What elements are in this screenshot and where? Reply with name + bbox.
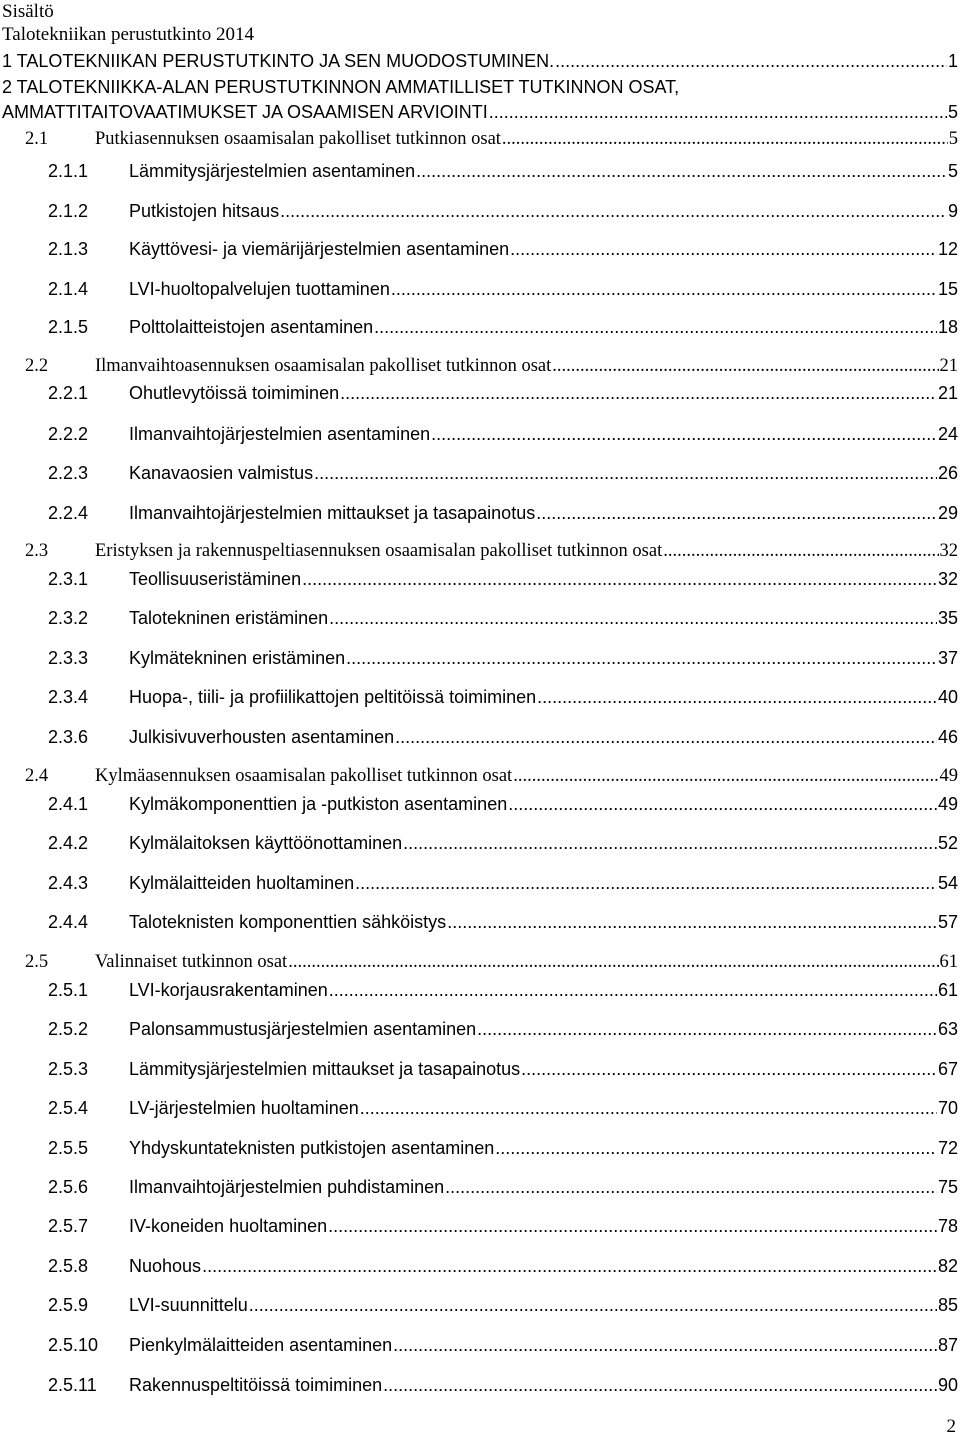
leader-dots [249, 1295, 937, 1316]
leader-dots [495, 1138, 937, 1159]
toc-item-page: 57 [937, 912, 958, 932]
toc-item-number: 2.1.5 [48, 317, 89, 337]
leader-dots [314, 463, 937, 484]
toc-item[interactable] [48, 1098, 958, 1119]
toc-item-title: LVI-suunnittelu [129, 1295, 248, 1315]
leader-dots [391, 279, 937, 300]
toc-item-page: 40 [937, 687, 958, 707]
toc-item-page: 63 [937, 1019, 958, 1039]
toc-item-number: 2.5.11 [48, 1375, 97, 1395]
toc-item-title: Ilmanvaihtojärjestelmien mittaukset ja tasapainotus [129, 503, 536, 523]
toc-item-number: 2.2 [25, 356, 49, 376]
toc-item-page: 35 [937, 608, 958, 628]
toc-item[interactable] [48, 239, 958, 260]
toc-item-number: 2.4.1 [48, 794, 89, 814]
leader-dots [202, 1256, 937, 1277]
toc-item-number: 2.1 [25, 129, 49, 149]
toc-item-number: 2.4 [25, 766, 49, 786]
toc-item-number: 2.5.9 [48, 1295, 89, 1315]
toc-entry-title: 1 TALOTEKNIIKAN PERUSTUTKINTO JA SEN MUODOSTUMINEN. [2, 51, 555, 71]
toc-item-page: 61 [939, 952, 958, 972]
toc-item[interactable] [48, 383, 958, 404]
toc-item-number: 2.5.2 [48, 1019, 89, 1039]
toc-item-page: 49 [937, 794, 958, 814]
toc-item-number: 2.5.1 [48, 980, 89, 1000]
toc-item-title: LV-järjestelmien huoltaminen [129, 1098, 359, 1118]
toc-item[interactable] [48, 503, 958, 524]
toc-entry-1[interactable] [2, 51, 958, 72]
leader-dots [445, 1177, 937, 1198]
toc-item[interactable] [48, 687, 958, 708]
toc-item-number: 2.3.4 [48, 687, 89, 707]
toc-item[interactable] [48, 980, 958, 1001]
toc-item-page: 52 [937, 833, 958, 853]
toc-item-number: 2.5.6 [48, 1177, 89, 1197]
toc-item-page: 18 [937, 317, 958, 337]
toc-item-title: Talotekninen eristäminen [129, 608, 329, 628]
toc-item-page: 78 [937, 1216, 958, 1236]
leader-dots [288, 952, 938, 973]
toc-item-title: Putkiasennuksen osaamisalan pakolliset tutkinnon osat [95, 129, 501, 149]
toc-item-title: Ilmanvaihtoasennuksen osaamisalan pakolliset tutkinnon osat [95, 356, 552, 376]
toc-item-page: 70 [937, 1098, 958, 1118]
toc-item[interactable] [25, 766, 958, 787]
toc-item-page: 61 [937, 980, 958, 1000]
leader-dots [280, 201, 947, 222]
toc-item-title: Pienkylmälaitteiden asentaminen [129, 1335, 393, 1355]
toc-item[interactable] [48, 1295, 958, 1316]
toc-item-title: Kylmäkomponenttien ja -putkiston asentaminen [129, 794, 508, 814]
toc-item[interactable] [48, 1335, 958, 1356]
leader-dots [508, 794, 937, 815]
toc-item-number: 2.5.5 [48, 1138, 89, 1158]
toc-item-number: 2.4.3 [48, 873, 89, 893]
page-number: 2 [946, 1416, 956, 1437]
toc-item-title: IV-koneiden huoltaminen [129, 1216, 328, 1236]
toc-item[interactable] [48, 201, 958, 222]
leader-dots [403, 833, 937, 854]
toc-item-title: LVI-korjausrakentaminen [129, 980, 328, 1000]
toc-item-page: 82 [937, 1256, 958, 1276]
toc-item-number: 2.1.1 [48, 161, 89, 181]
toc-item-number: 2.5.3 [48, 1059, 89, 1079]
toc-item-number: 2.3.1 [48, 569, 89, 589]
toc-item-title: Palonsammustusjärjestelmien asentaminen [129, 1019, 477, 1039]
document-title: Talotekniikan perustutkinto 2014 [2, 24, 254, 45]
toc-item-page: 5 [948, 129, 958, 149]
leader-dots [537, 687, 937, 708]
leader-dots [393, 1335, 937, 1356]
toc-item-number: 2.5.7 [48, 1216, 89, 1236]
toc-item[interactable] [48, 424, 958, 445]
toc-item-number: 2.1.4 [48, 279, 89, 299]
leader-dots [329, 980, 937, 1001]
leader-dots [502, 129, 948, 150]
toc-item-title: Valinnaiset tutkinnon osat [95, 952, 288, 972]
toc-item-page: 12 [937, 239, 958, 259]
toc-item-title: Käyttövesi- ja viemärijärjestelmien asentaminen [129, 239, 510, 259]
toc-item-title: Ohutlevytöissä toimiminen [129, 383, 340, 403]
toc-item-number: 2.1.2 [48, 201, 89, 221]
toc-item[interactable] [25, 129, 958, 150]
toc-item-number: 2.3.6 [48, 727, 89, 747]
leader-dots [431, 424, 937, 445]
toc-item-number: 2.4.4 [48, 912, 89, 932]
toc-item-page: 87 [937, 1335, 958, 1355]
toc-entry-2[interactable] [2, 102, 958, 123]
toc-item-title: Kylmälaitteiden huoltaminen [129, 873, 355, 893]
toc-item-page: 75 [937, 1177, 958, 1197]
toc-item[interactable] [48, 648, 958, 669]
leader-dots [360, 1098, 937, 1119]
toc-item-number: 2.3 [25, 541, 49, 561]
toc-item-page: 32 [937, 569, 958, 589]
toc-item[interactable] [48, 833, 958, 854]
leader-dots [489, 102, 947, 123]
leader-dots [395, 727, 937, 748]
toc-item[interactable] [48, 1256, 958, 1277]
toc-item-title: Lämmitysjärjestelmien mittaukset ja tasapainotus [129, 1059, 521, 1079]
leader-dots [536, 503, 937, 524]
toc-item[interactable] [48, 161, 958, 182]
toc-item-number: 2.3.2 [48, 608, 89, 628]
toc-item[interactable] [48, 1177, 958, 1198]
toc-item[interactable] [48, 463, 958, 484]
leader-dots [663, 541, 938, 562]
toc-item-number: 2.5.10 [48, 1335, 99, 1355]
toc-item-title: Taloteknisten komponenttien sähköistys [129, 912, 447, 932]
toc-item-title: Huopa-, tiili- ja profiilikattojen peltitöissä toimiminen [129, 687, 537, 707]
toc-item[interactable] [48, 608, 958, 629]
toc-item-page: 21 [939, 356, 958, 376]
toc-entry-2-line1[interactable]: 2 TALOTEKNIIKKA-ALAN PERUSTUTKINNON AMMATILLISET TUTKINNON OSAT, [2, 77, 680, 97]
toc-item-title: Ilmanvaihtojärjestelmien puhdistaminen [129, 1177, 445, 1197]
leader-dots [329, 608, 937, 629]
toc-item-page: 90 [937, 1375, 958, 1395]
toc-item-title: Kylmätekninen eristäminen [129, 648, 346, 668]
toc-item[interactable] [25, 541, 958, 562]
toc-item-number: 2.2.2 [48, 424, 89, 444]
toc-item-title: Rakennuspeltitöissä toimiminen [129, 1375, 383, 1395]
leader-dots [346, 648, 937, 669]
toc-item-title: LVI-huoltopalvelujen tuottaminen [129, 279, 390, 299]
toc-item-page: 9 [947, 201, 958, 221]
toc-item-number: 2.2.3 [48, 463, 89, 483]
toc-item-page: 54 [937, 873, 958, 893]
leader-dots [383, 1375, 937, 1396]
leader-dots [340, 383, 937, 404]
toc-item-page: 72 [937, 1138, 958, 1158]
toc-item[interactable] [48, 794, 958, 815]
toc-item-title: Ilmanvaihtojärjestelmien asentaminen [129, 424, 431, 444]
toc-item[interactable] [48, 1059, 958, 1080]
leader-dots [552, 356, 938, 377]
toc-item-title: Yhdyskuntateknisten putkistojen asentaminen [129, 1138, 495, 1158]
leader-dots [447, 912, 937, 933]
toc-item-page: 37 [937, 648, 958, 668]
leader-dots [328, 1216, 937, 1237]
toc-item-title: Kylmäasennuksen osaamisalan pakolliset tutkinnon osat [95, 766, 513, 786]
toc-item-page: 49 [939, 766, 958, 786]
toc-item-page: 26 [937, 463, 958, 483]
toc-item-number: 2.2.4 [48, 503, 89, 523]
toc-item-page: 46 [937, 727, 958, 747]
toc-item-page: 21 [937, 383, 958, 403]
toc-item-number: 2.4.2 [48, 833, 89, 853]
toc-item-number: 2.1.3 [48, 239, 89, 259]
toc-item-page: 15 [937, 279, 958, 299]
toc-entry-title: AMMATTITAITOVAATIMUKSET JA OSAAMISEN ARVIOINTI [2, 102, 488, 122]
leader-dots [555, 51, 947, 72]
toc-item[interactable] [48, 1375, 958, 1396]
toc-entry-page: 1 [947, 51, 958, 71]
toc-item-page: 85 [937, 1295, 958, 1315]
toc-item-title: Teollisuuseristäminen [129, 569, 302, 589]
toc-item-number: 2.5.4 [48, 1098, 89, 1118]
toc-item[interactable] [48, 1216, 958, 1237]
leader-dots [374, 317, 937, 338]
toc-item-title: Eristyksen ja rakennuspeltiasennuksen osaamisalan pakolliset tutkinnon osat [95, 541, 663, 561]
toc-item-page: 67 [937, 1059, 958, 1079]
leader-dots [302, 569, 937, 590]
toc-item-number: 2.5 [25, 952, 49, 972]
leader-dots [416, 161, 947, 182]
leader-dots [355, 873, 937, 894]
toc-item-page: 5 [947, 161, 958, 181]
toc-item-title: Putkistojen hitsaus [129, 201, 280, 221]
toc-item-title: Julkisivuverhousten asentaminen [129, 727, 395, 747]
toc-item-number: 2.5.8 [48, 1256, 89, 1276]
toc-entry-page: 5 [947, 102, 958, 122]
toc-item-title: Nuohous [129, 1256, 202, 1276]
toc-item-title: Kylmälaitoksen käyttöönottaminen [129, 833, 403, 853]
toc-item[interactable] [48, 727, 958, 748]
leader-dots [477, 1019, 937, 1040]
toc-item[interactable] [48, 1019, 958, 1040]
toc-item[interactable] [25, 356, 958, 377]
toc-item[interactable] [48, 569, 958, 590]
toc-item-number: 2.2.1 [48, 383, 89, 403]
toc-item-title: Lämmitysjärjestelmien asentaminen [129, 161, 416, 181]
leader-dots [521, 1059, 937, 1080]
toc-item[interactable] [48, 873, 958, 894]
toc-item-number: 2.3.3 [48, 648, 89, 668]
toc-item[interactable] [48, 912, 958, 933]
toc-item-title: Kanavaosien valmistus [129, 463, 314, 483]
leader-dots [510, 239, 937, 260]
toc-item-title: Polttolaitteistojen asentaminen [129, 317, 374, 337]
contents-heading: Sisältö [2, 1, 54, 22]
toc-item-page: 29 [937, 503, 958, 523]
toc-item-page: 32 [939, 541, 958, 561]
toc-item[interactable] [25, 952, 958, 973]
toc-item[interactable] [48, 279, 958, 300]
toc-item[interactable] [48, 1138, 958, 1159]
toc-item-page: 24 [937, 424, 958, 444]
leader-dots [513, 766, 938, 787]
toc-item[interactable] [48, 317, 958, 338]
